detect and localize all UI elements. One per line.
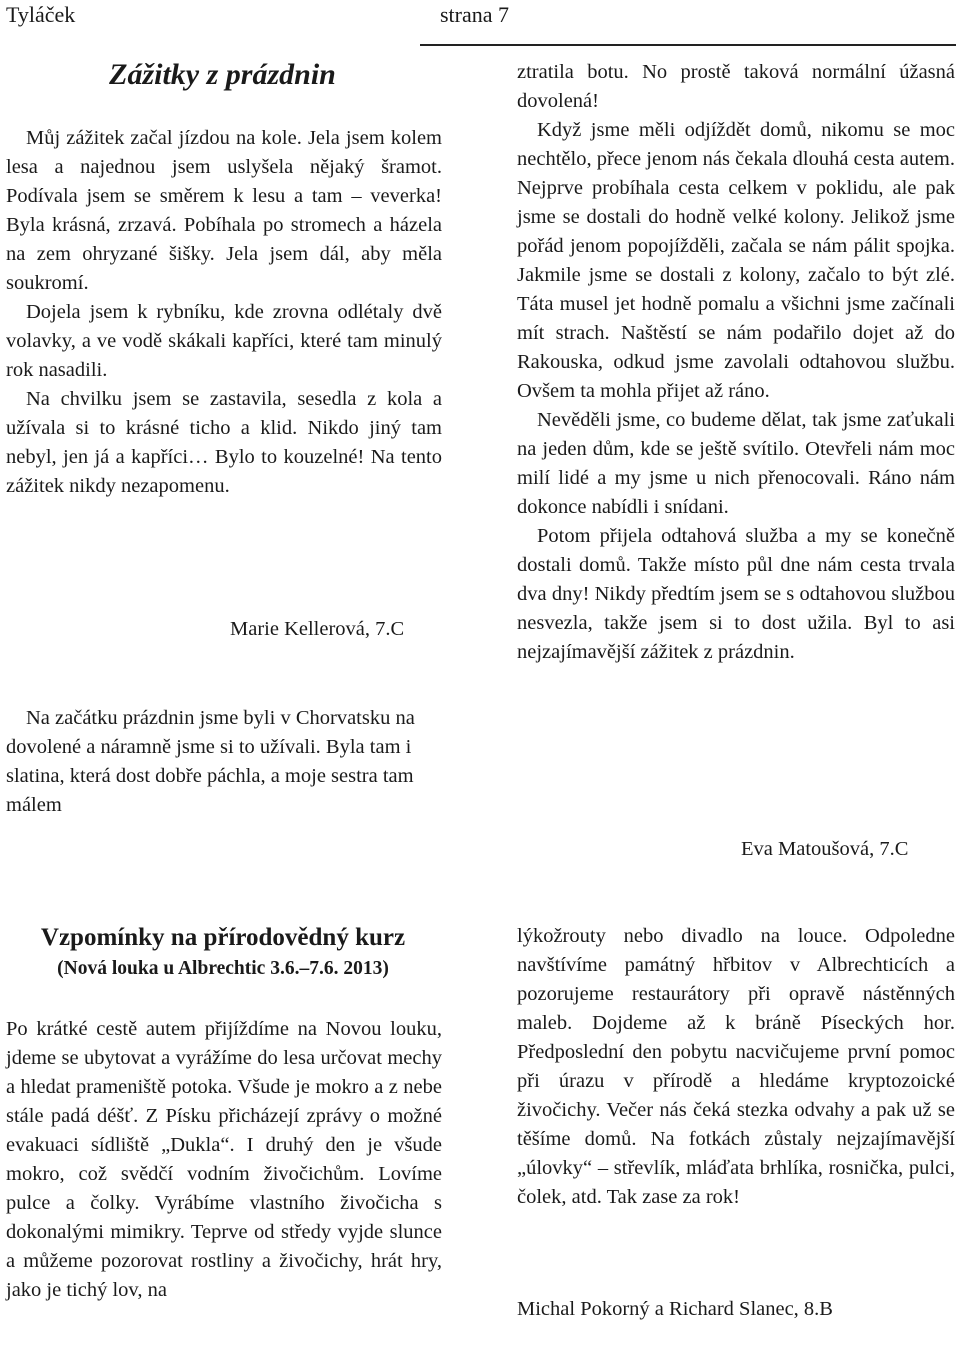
article1-body bbox=[6, 124, 442, 501]
article3-signature: Michal Pokorný a Richard Slanec, 8.B bbox=[517, 1298, 833, 1320]
article3-body-right bbox=[517, 922, 955, 1212]
article2-paragraph-1: Na začátku prázdnin jsme byli v Chorvatsku na dovolené a náramně jsme si to užívali. Byla tam i slatina, která dost dobře páchla, a moje sestra tam málem bbox=[6, 707, 415, 816]
publication-name: Tyláček bbox=[6, 2, 76, 27]
article2-paragraph-1-continued: ztratila botu. No prostě taková normální úžasná dovolená! bbox=[517, 61, 955, 112]
article-subtitle-kurz: (Nová louka u Albrechtic 3.6.–7.6. 2013) bbox=[57, 958, 389, 979]
article2-body-right bbox=[517, 58, 955, 667]
article1-paragraph-3: Na chvilku jsem se zastavila, sesedla z kola a užívala si to krásné ticho a klid. Nikdo jiný tam nebyl, jen já a kapříci… Bylo to kouzelné! Na tento zážitek nikdy nezapomenu. bbox=[6, 388, 442, 497]
article1-paragraph-2: Dojela jsem k rybníku, kde zrovna odlétaly dvě volavky, a ve vodě skákali kapříci, které tam minulý rok nasadili. bbox=[6, 301, 442, 381]
article1-paragraph-1: Můj zážitek začal jízdou na kole. Jela jsem kolem lesa a najednou jsem uslyšela nějaký šramot. Podívala jsem se směrem k lesu a tam – veverka! Byla krásná, zrzavá. Pobíhala po stromech a házela na zem ohryzané šišky. Jela jsem dál, aby měla soukromí. bbox=[6, 127, 442, 294]
article-title-kurz: Vzpomínky na přírodovědný kurz bbox=[40, 924, 406, 951]
article2-paragraph-4: Potom přijela odtahová služba a my se konečně dostali domů. Takže místo půl dne nám cesta trvala dva dny! Nikdy předtím jsem se s odtahovou službou nesvezla, takže jsem si to dost užila. Byl to asi nejzajímavější zážitek z prázdnin. bbox=[517, 525, 955, 663]
article2-paragraph-3: Nevěděli jsme, co budeme dělat, tak jsme zaťukali na jeden dům, kde se ještě svítilo. Otevřeli nám moc milí lidé a my jsme u nich přenocovali. Ráno nám dokonce nabídli i snídani. bbox=[517, 409, 955, 518]
article2-body-left bbox=[6, 704, 426, 820]
article2-signature: Eva Matoušová, 7.C bbox=[741, 838, 909, 860]
article1-signature: Marie Kellerová, 7.C bbox=[230, 618, 405, 640]
article3-body-left bbox=[6, 1015, 442, 1305]
page-number: strana 7 bbox=[440, 2, 510, 27]
article2-paragraph-2: Když jsme měli odjíždět domů, nikomu se moc nechtělo, přece jenom nás čekala dlouhá cesta autem. Nejprve probíhala cesta celkem v poklidu, ale pak jsme se dostali do hodně velké kolony. Jelikož jsme pořád jenom popojížděli, začala se nám pálit spojka. Jakmile jsme se dostali z kolony, začalo to být zlé. Táta musel jet hodně pomalu a všichni jsme začínali mít strach. Naštěstí se nám podařilo dojet až do Rakouska, odkud jsme zavolali odtahovou službu. Ovšem ta mohla přijet až ráno. bbox=[517, 119, 955, 402]
article3-paragraph-1: Po krátké cestě autem přijíždíme na Novou louku, jdeme se ubytovat a vyrážíme do lesa určovat mechy a hledat prameniště potoka. Všude je mokro a z nebe stále padá déšť. Z Písku přicházejí zprávy o možné evakuaci sídliště „Dukla“. I druhý den je všude mokro, což svědčí vodním živočichům. Lovíme pulce a čolky. Vyrábíme vlastního živočicha s dokonalými mimikry. Teprve od středy vyjde slunce a můžeme pozorovat rostliny a živočichy, hrát hry, jako je tichý lov, na bbox=[6, 1018, 442, 1301]
article3-paragraph-1-continued: lýkožrouty nebo divadlo na louce. Odpoledne navštívíme památný hřbitov v Albrechticích a pozorujeme restaurátory při opravě nástěnných maleb. Dojdeme až k bráně Píseckých hor. Předposlední den pobytu nacvičujeme první pomoc při úrazu v přírodě a hledáme kryptozoické živočichy. Večer nás čeká stezka odvahy a pak už se těšíme domů. Na fotkách zůstaly nejzajímavější „úlovky“ – střevlík, mláďata brhlíka, rosnička, pulci, čolek, atd. Tak zase za rok! bbox=[517, 925, 955, 1208]
header-divider bbox=[420, 44, 956, 46]
article-title-zazitky: Zážitky z prázdnin bbox=[109, 58, 336, 91]
